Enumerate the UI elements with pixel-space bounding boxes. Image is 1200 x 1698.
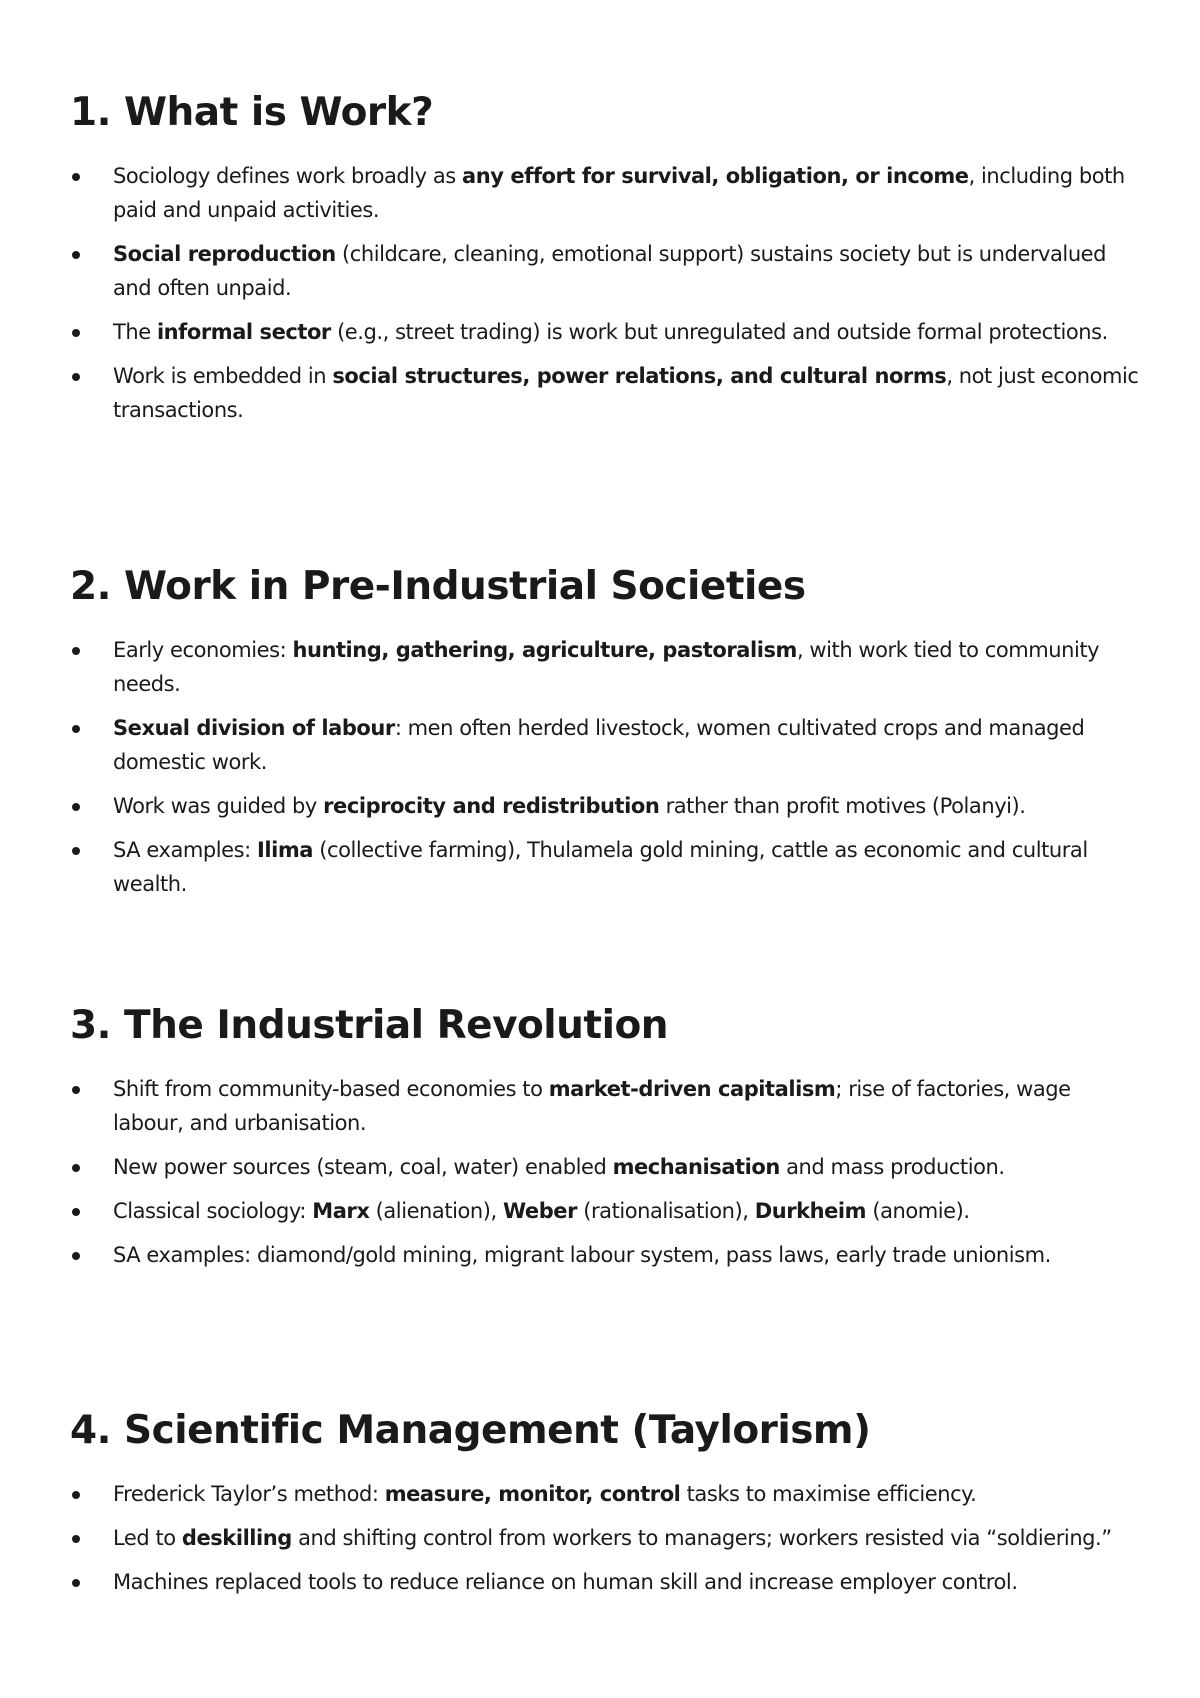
text-run: , not just economic transactions. xyxy=(113,363,1139,422)
bullet-list xyxy=(70,633,1140,901)
list-item xyxy=(70,237,1140,305)
text-run: Led to xyxy=(113,1525,182,1550)
section-what-is-work xyxy=(70,92,1140,437)
list-item xyxy=(70,833,1140,901)
text-run: , including both paid and unpaid activities. xyxy=(113,163,1125,222)
bold-text: hunting, gathering, agriculture, pastoralism xyxy=(292,637,797,662)
list-item xyxy=(70,711,1140,779)
bullet-icon xyxy=(72,373,80,381)
list-item-text xyxy=(113,1526,1112,1550)
bullet-icon xyxy=(72,1252,80,1260)
text-run: (anomie). xyxy=(866,1198,970,1223)
bullet-icon xyxy=(72,647,80,655)
text-run: Machines replaced tools to reduce reliance on human skill and increase employer control. xyxy=(113,1569,1018,1594)
bold-text: Ilima xyxy=(257,837,314,862)
list-item-text xyxy=(113,1482,976,1506)
list-item xyxy=(70,359,1140,427)
text-run: Work was guided by xyxy=(113,793,324,818)
section-heading: 2. Work in Pre-Industrial Societies xyxy=(70,564,806,609)
text-run: : men often herded livestock, women cultivated crops and managed domestic work. xyxy=(113,715,1085,774)
list-item xyxy=(70,633,1140,701)
list-item-text xyxy=(113,320,1108,344)
bold-text: market-driven capitalism xyxy=(548,1076,836,1101)
bullet-icon xyxy=(72,1535,80,1543)
text-run: Early economies: xyxy=(113,637,293,662)
bullet-icon xyxy=(72,1208,80,1216)
text-run: Sociology defines work broadly as xyxy=(113,163,463,188)
section-industrial-revolution xyxy=(70,1005,1140,1282)
list-item xyxy=(70,315,1140,349)
list-item-text xyxy=(113,716,1084,774)
text-run: ; rise of factories, wage labour, and urbanisation. xyxy=(113,1076,1071,1135)
bold-text: Social reproduction xyxy=(113,241,336,266)
list-item-text xyxy=(113,1199,970,1223)
text-run: and shifting control from workers to managers; workers resisted via “soldiering.” xyxy=(291,1525,1112,1550)
section-pre-industrial xyxy=(70,566,1140,911)
bullet-list xyxy=(70,1072,1140,1272)
bold-text: any effort for survival, obligation, or income xyxy=(462,163,969,188)
list-item-text xyxy=(113,1077,1071,1135)
bullet-icon xyxy=(72,173,80,181)
text-run: (alienation), xyxy=(369,1198,503,1223)
list-item-text xyxy=(113,1155,1005,1179)
text-run: (childcare, cleaning, emotional support) sustains society but is undervalued and often unpaid. xyxy=(113,241,1107,300)
list-item-text xyxy=(113,1243,1051,1267)
section-scientific-management xyxy=(70,1410,1140,1609)
bold-text: Durkheim xyxy=(754,1198,867,1223)
list-item xyxy=(70,1477,1140,1511)
section-heading: 3. The Industrial Revolution xyxy=(70,1003,669,1048)
list-item xyxy=(70,1565,1140,1599)
section-heading: 4. Scientific Management (Taylorism) xyxy=(70,1408,871,1453)
text-run: SA examples: xyxy=(113,837,257,862)
bold-text: mechanisation xyxy=(612,1154,780,1179)
bold-text: Sexual division of labour xyxy=(113,715,395,740)
bold-text: measure, monitor, control xyxy=(384,1481,681,1506)
bullet-icon xyxy=(72,1086,80,1094)
text-run: Work is embedded in xyxy=(113,363,333,388)
bold-text: informal sector xyxy=(156,319,331,344)
text-run: (e.g., street trading) is work but unregulated and outside formal protections. xyxy=(330,319,1108,344)
bullet-list xyxy=(70,1477,1140,1599)
bullet-icon xyxy=(72,1579,80,1587)
bullet-list xyxy=(70,159,1140,427)
list-item-text xyxy=(113,164,1125,222)
text-run: rather than profit motives (Polanyi). xyxy=(659,793,1026,818)
list-item-text xyxy=(113,638,1099,696)
text-run: tasks to maximise efficiency. xyxy=(680,1481,977,1506)
list-item xyxy=(70,1238,1140,1272)
bullet-icon xyxy=(72,1164,80,1172)
text-run: Classical sociology: xyxy=(113,1198,313,1223)
text-run: New power sources (steam, coal, water) enabled xyxy=(113,1154,613,1179)
list-item-text xyxy=(113,838,1088,896)
list-item xyxy=(70,1150,1140,1184)
list-item-text xyxy=(113,242,1106,300)
list-item-text xyxy=(113,364,1138,422)
text-run: The xyxy=(113,319,157,344)
text-run: (rationalisation), xyxy=(577,1198,755,1223)
bullet-icon xyxy=(72,803,80,811)
bullet-icon xyxy=(72,251,80,259)
list-item xyxy=(70,1072,1140,1140)
list-item xyxy=(70,1521,1140,1555)
text-run: (collective farming), Thulamela gold mining, cattle as economic and cultural wealth. xyxy=(113,837,1088,896)
text-run: SA examples: diamond/gold mining, migrant labour system, pass laws, early trade unionism. xyxy=(113,1242,1051,1267)
list-item-text xyxy=(113,794,1026,818)
bullet-icon xyxy=(72,847,80,855)
text-run: Shift from community-based economies to xyxy=(113,1076,549,1101)
section-heading: 1. What is Work? xyxy=(70,90,434,135)
bullet-icon xyxy=(72,725,80,733)
bullet-icon xyxy=(72,329,80,337)
bold-text: social structures, power relations, and cultural norms xyxy=(332,363,947,388)
text-run: Frederick Taylor’s method: xyxy=(113,1481,385,1506)
bold-text: Weber xyxy=(502,1198,577,1223)
list-item xyxy=(70,159,1140,227)
text-run: , with work tied to community needs. xyxy=(113,637,1100,696)
list-item xyxy=(70,789,1140,823)
list-item-text xyxy=(113,1570,1018,1594)
bold-text: deskilling xyxy=(181,1525,292,1550)
bullet-icon xyxy=(72,1491,80,1499)
list-item xyxy=(70,1194,1140,1228)
bold-text: reciprocity and redistribution xyxy=(323,793,660,818)
bold-text: Marx xyxy=(312,1198,370,1223)
text-run: and mass production. xyxy=(779,1154,1005,1179)
